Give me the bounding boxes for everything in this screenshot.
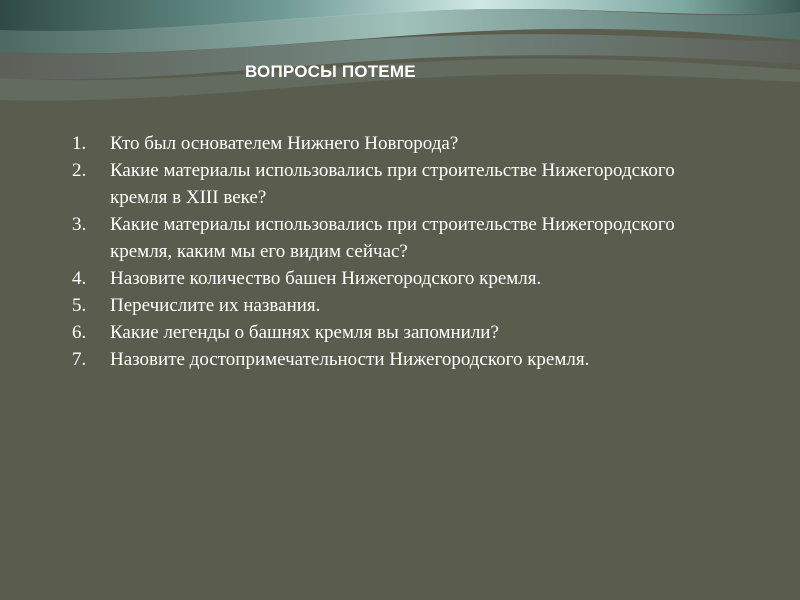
item-text: Какие материалы использовались при строительстве Нижегородского кремля в XIII веке? xyxy=(110,160,675,208)
item-number: 5. xyxy=(72,295,87,316)
item-text: Какие легенды о башнях кремля вы запомнили? xyxy=(110,322,499,343)
item-number: 3. xyxy=(72,214,87,235)
item-text: Какие материалы использовались при строительстве Нижегородского кремля, каким мы его видим сейчас? xyxy=(110,214,675,262)
item-number: 1. xyxy=(72,133,87,154)
slide-title: ВОПРОСЫ ПОТЕМЕ xyxy=(245,62,416,81)
decorative-waves xyxy=(0,0,800,110)
item-text: Кто был основателем Нижнего Новгорода? xyxy=(110,133,459,154)
item-number: 7. xyxy=(72,349,87,370)
list-item xyxy=(60,211,700,265)
item-text: Перечислите их названия. xyxy=(110,295,321,316)
list-item xyxy=(60,292,700,319)
item-text: Назовите достопримечательности Нижегородского кремля. xyxy=(110,349,590,370)
item-number: 2. xyxy=(72,160,87,181)
item-text: Назовите количество башен Нижегородского кремля. xyxy=(110,268,542,289)
questions-list xyxy=(60,130,700,373)
item-number: 4. xyxy=(72,268,87,289)
list-item xyxy=(60,157,700,211)
item-number: 6. xyxy=(72,322,87,343)
list-item xyxy=(60,346,700,373)
list-item xyxy=(60,265,700,292)
list-item xyxy=(60,319,700,346)
list-item xyxy=(60,130,700,157)
